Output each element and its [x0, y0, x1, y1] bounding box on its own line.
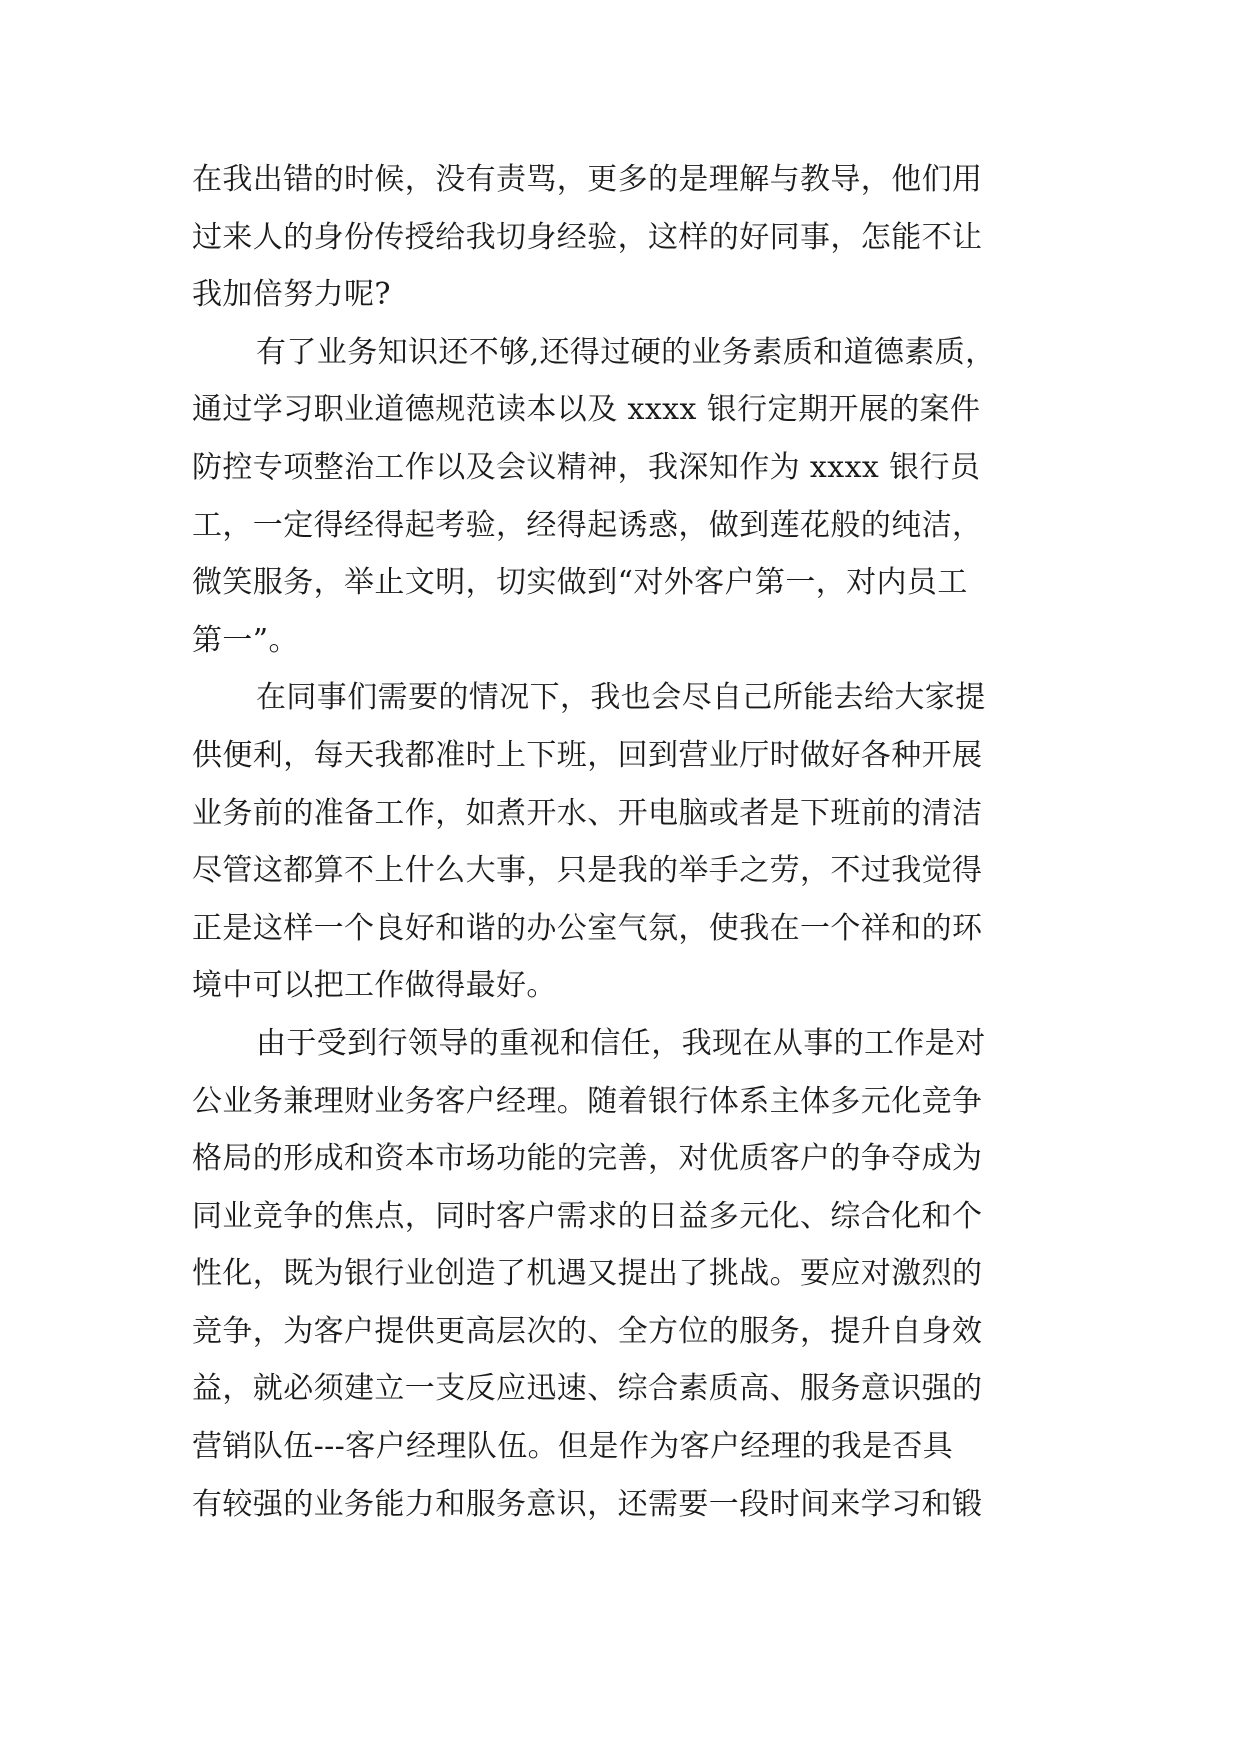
text-line: 格局的形成和资本市场功能的完善，对优质客户的争夺成为 — [192, 1141, 983, 1177]
paragraph-first-line: 有了业务知识还不够,还得过硬的业务素质和道德素质， — [256, 334, 996, 370]
text-line: 公业务兼理财业务客户经理。随着银行体系主体多元化竞争 — [192, 1083, 983, 1119]
text-line: 竞争，为客户提供更高层次的、全方位的服务，提升自身效 — [192, 1313, 983, 1349]
text-line: 微笑服务，举止文明，切实做到“对外客户第一，对内员工 — [192, 565, 968, 601]
text-line: 防控专项整治工作以及会议精神，我深知作为 xxxx 银行员 — [192, 449, 981, 485]
text-line: 第一”。 — [192, 622, 299, 658]
text-line: 同业竞争的焦点，同时客户需求的日益多元化、综合化和个 — [192, 1198, 983, 1234]
text-line: 营销队伍---客户经理队伍。但是作为客户经理的我是否具 — [192, 1429, 954, 1465]
text-line: 供便利，每天我都准时上下班，回到营业厅时做好各种开展 — [192, 737, 983, 773]
text-line: 境中可以把工作做得最好。 — [192, 968, 557, 1004]
text-line: 在我出错的时候，没有责骂，更多的是理解与教导，他们用 — [192, 162, 983, 197]
text-line: 通过学习职业道德规范读本以及 xxxx 银行定期开展的案件 — [192, 392, 981, 428]
text-line: 过来人的身份传授给我切身经验，这样的好同事，怎能不让 — [192, 219, 983, 255]
paragraph-first-line: 由于受到行领导的重视和信任，我现在从事的工作是对 — [256, 1025, 986, 1061]
paragraph-first-line: 在同事们需要的情况下，我也会尽自己所能去给大家提 — [256, 680, 986, 716]
document-body — [192, 151, 1052, 1533]
text-line: 有较强的业务能力和服务意识，还需要一段时间来学习和锻 — [192, 1486, 983, 1522]
text-line: 业务前的准备工作，如煮开水、开电脑或者是下班前的清洁 — [192, 795, 983, 831]
text-line: 性化，既为银行业创造了机遇又提出了挑战。要应对激烈的 — [192, 1256, 983, 1292]
text-line: 益，就必须建立一支反应迅速、综合素质高、服务意识强的 — [192, 1371, 983, 1407]
text-line: 尽管这都算不上什么大事，只是我的举手之劳，不过我觉得 — [192, 853, 983, 889]
text-line: 工，一定得经得起考验，经得起诱惑，做到莲花般的纯洁， — [192, 507, 983, 543]
text-line: 我加倍努力呢? — [192, 277, 391, 313]
text-line: 正是这样一个良好和谐的办公室气氛，使我在一个祥和的环 — [192, 910, 983, 946]
